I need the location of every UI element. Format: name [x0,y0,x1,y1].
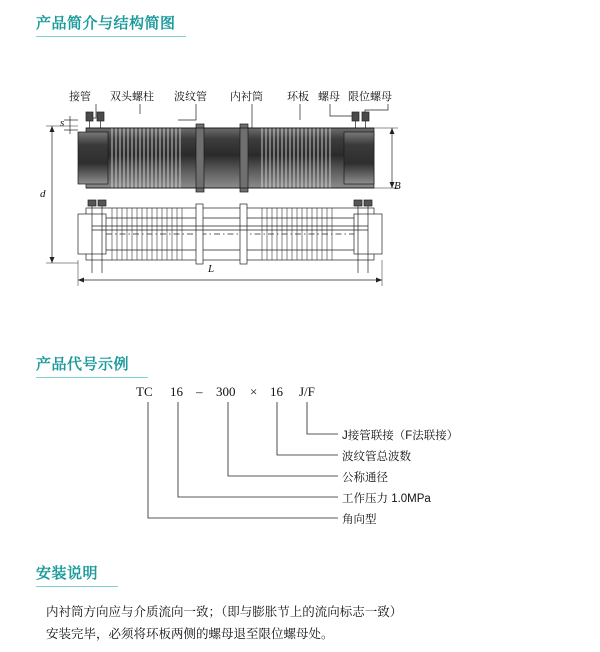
code-token-6: J/F [299,384,315,399]
code-description-3: 工作压力 1.0MPa [342,493,431,505]
code-token-2: – [196,384,203,399]
callout-label-5: 螺母 [318,91,340,103]
code-token-3: 300 [216,384,236,399]
dimension-label-B: B [394,180,401,192]
section-heading-code: 产品代号示例 [36,356,130,373]
code-token-0: TC [136,384,153,399]
code-description-2: 公称通径 [342,472,388,484]
callout-label-4: 环板 [287,91,309,103]
code-token-4: × [250,384,258,399]
dimension-label-d: d [40,188,46,200]
code-description-4: 角向型 [342,514,377,526]
callout-label-1: 双头螺柱 [110,91,154,103]
code-token-5: 16 [270,384,283,399]
callout-label-6: 限位螺母 [348,91,392,103]
dimension-label-s: s [60,117,65,129]
code-token-1: 16 [170,384,183,399]
code-description-1: 波纹管总波数 [342,451,411,463]
install-note-1: 安装完毕，必须将环板两侧的螺母退至限位螺母处。 [46,627,334,641]
structure-diagram [0,58,600,293]
section-divider-install [36,586,118,587]
callout-label-3: 内衬筒 [230,91,263,103]
code-description-0: J接管联接（F法联接） [342,430,459,442]
callout-label-2: 波纹管 [174,91,207,103]
section-divider-intro [36,36,186,37]
section-heading-install: 安装说明 [36,565,99,582]
callout-label-0: 接管 [69,91,91,103]
product-code-example [0,380,600,540]
section-heading-intro: 产品简介与结构简图 [36,15,176,32]
section-divider-code [36,377,148,378]
code-leader-lines [0,380,600,540]
install-note-0: 内衬筒方向应与介质流向一致；（即与膨胀节上的流向标志一致） [46,605,403,619]
dimension-label-L: L [208,263,215,275]
